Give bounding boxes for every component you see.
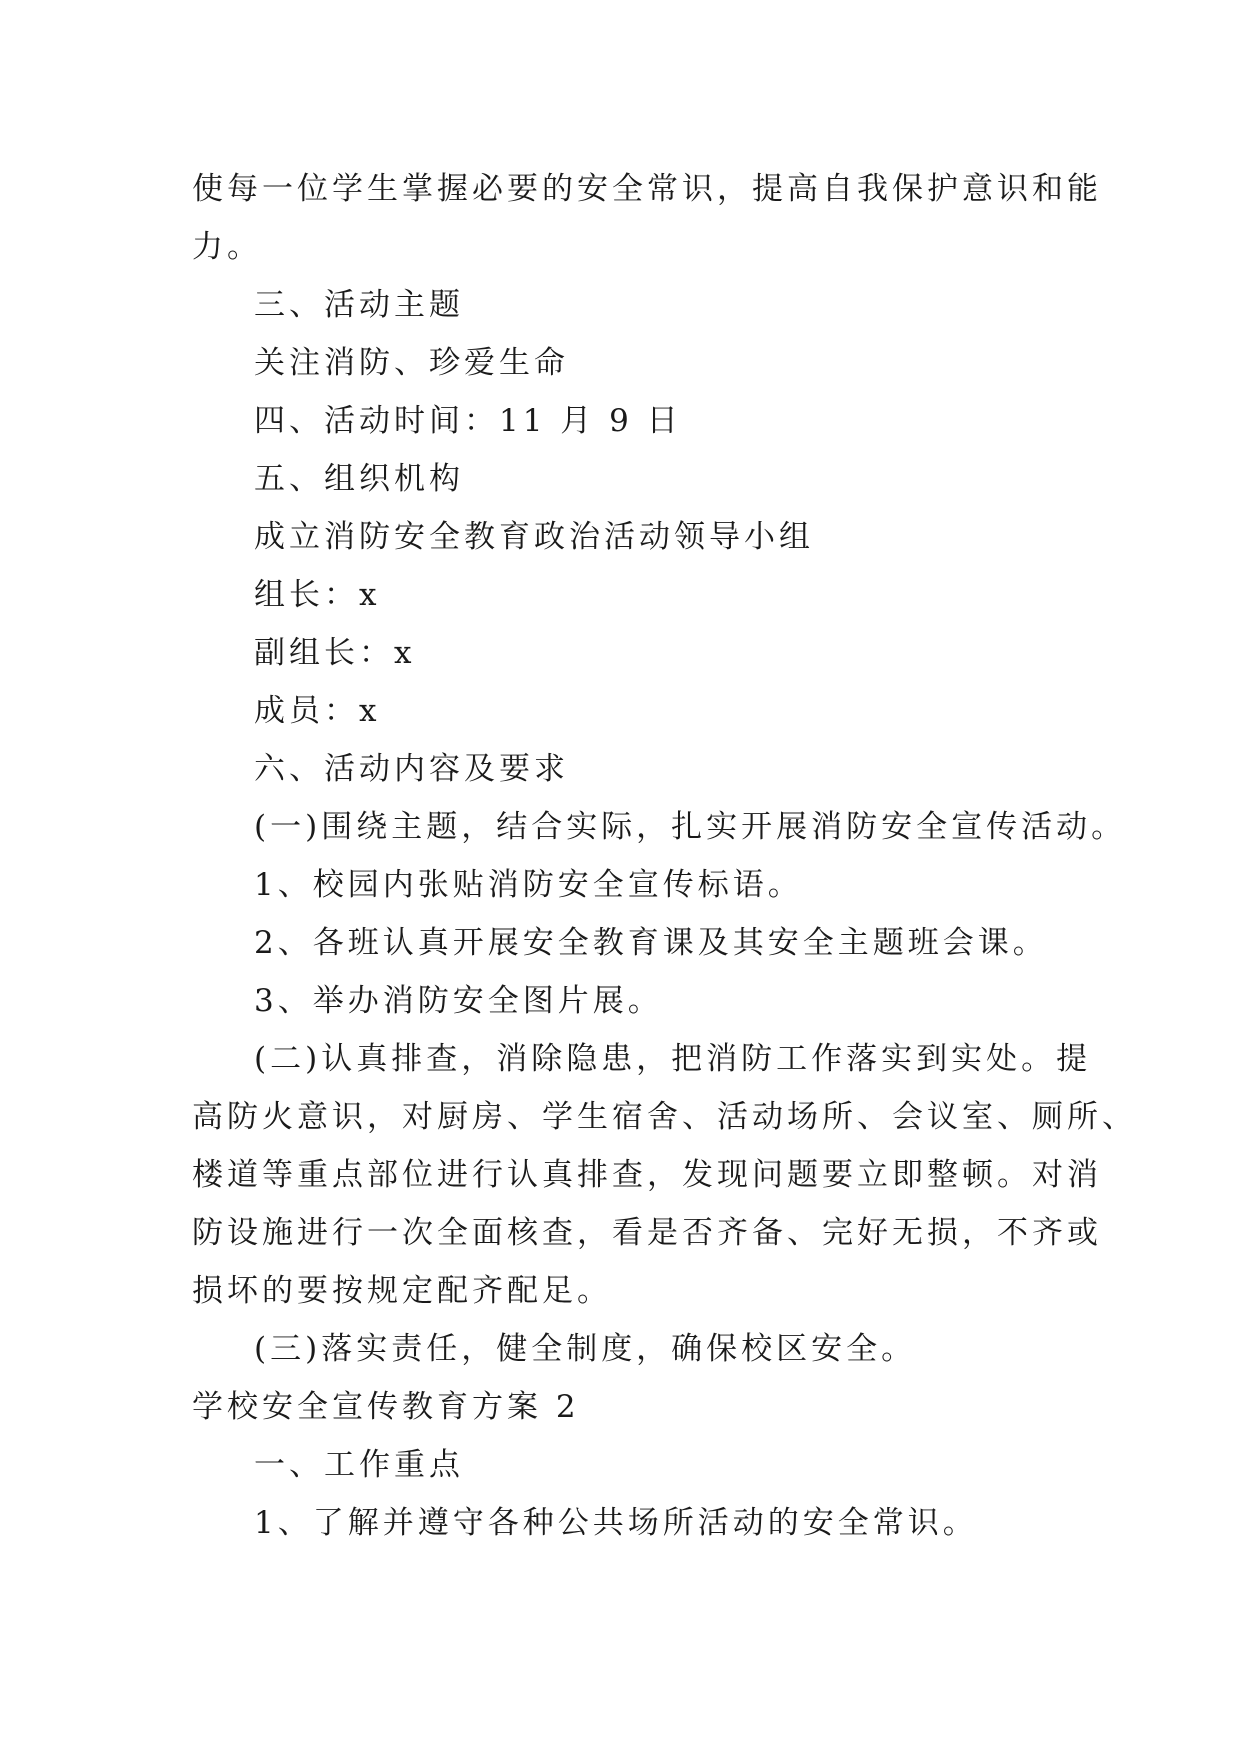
document-body [192,160,1137,1552]
text-line: (二)认真排查，消除隐患，把消防工作落实到实处。提 [254,1041,1092,1077]
text-line: 组长：x [254,577,381,613]
section-heading-focus: 一、工作重点 [254,1447,464,1483]
list-item: 1、了解并遵守各种公共场所活动的安全常识。 [254,1505,978,1541]
section-heading-time: 四、活动时间：11 月 9 日 [254,403,682,439]
list-item: 3、举办消防安全图片展。 [254,983,663,1019]
text-line: 高防火意识，对厨房、学生宿舍、活动场所、会议室、厕所、 [192,1099,1137,1135]
text-line: 使每一位学生掌握必要的安全常识，提高自我保护意识和能 [192,171,1102,207]
text-line: 成立消防安全教育政治活动领导小组 [254,519,814,555]
section-heading-theme: 三、活动主题 [254,287,464,323]
text-line: 力。 [192,229,262,265]
text-line: 防设施进行一次全面核查，看是否齐备、完好无损，不齐或 [192,1215,1102,1251]
text-line: 副组长：x [254,635,416,671]
document-title: 学校安全宣传教育方案 2 [192,1389,580,1425]
text-line: 成员：x [254,693,381,729]
text-line: 楼道等重点部位进行认真排查，发现问题要立即整顿。对消 [192,1157,1102,1193]
text-line: 关注消防、珍爱生命 [254,345,569,381]
text-line: (一)围绕主题，结合实际，扎实开展消防安全宣传活动。 [254,809,1127,845]
list-item: 1、校园内张贴消防安全宣传标语。 [254,867,803,903]
section-heading-organization: 五、组织机构 [254,461,464,497]
text-line: 损坏的要按规定配齐配足。 [192,1273,612,1309]
text-line: (三)落实责任，健全制度，确保校区安全。 [254,1331,917,1367]
section-heading-content: 六、活动内容及要求 [254,751,569,787]
list-item: 2、各班认真开展安全教育课及其安全主题班会课。 [254,925,1048,961]
